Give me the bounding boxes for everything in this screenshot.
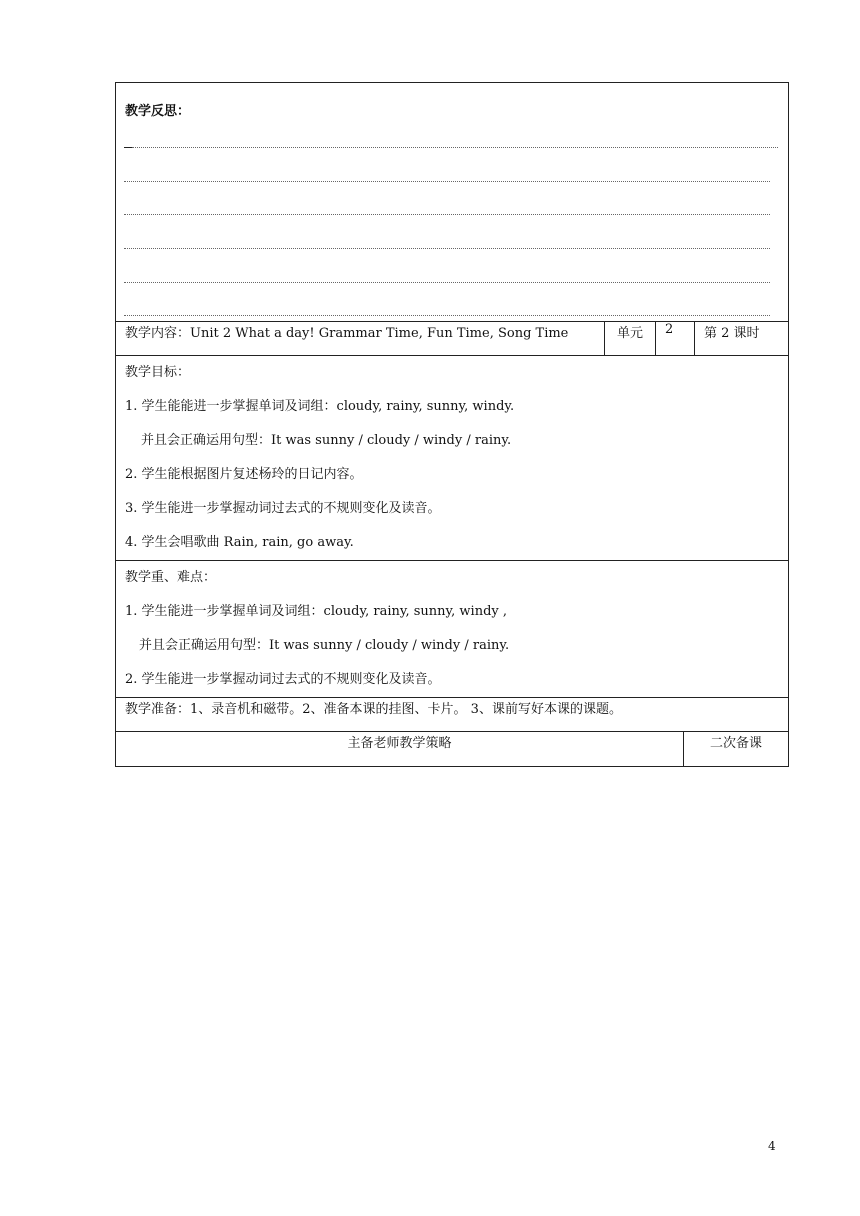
- reflection-title: 教学反思：: [125, 104, 191, 119]
- unit-value: 2: [656, 322, 695, 356]
- reflection-line: [124, 282, 770, 283]
- teaching-content: 教学内容：Unit 2 What a day! Grammar Time, Fun Time, Song Time: [116, 322, 605, 356]
- key-point-item: 1. 学生能进一步掌握单词及词组：cloudy, rainy, sunny, windy ,: [125, 604, 508, 619]
- objective-item: 3. 学生能进一步掌握动词过去式的不规则变化及读音。: [125, 501, 441, 516]
- key-points-title: 教学重、难点：: [125, 570, 217, 585]
- objectives-section: [116, 356, 789, 561]
- page-number: 4: [768, 1139, 776, 1153]
- reflection-line: [124, 315, 770, 316]
- strategy-header: 主备老师教学策略: [116, 732, 684, 767]
- key-points-section: [116, 561, 789, 698]
- objective-item: 1. 学生能能进一步掌握单词及词组：cloudy, rainy, sunny, windy.: [125, 399, 515, 414]
- objective-item: 4. 学生会唱歌曲 Rain, rain, go away.: [125, 535, 354, 550]
- lesson-plan-table: [115, 82, 789, 767]
- second-prep-header: 二次备课: [684, 732, 789, 767]
- key-point-item: 2. 学生能进一步掌握动词过去式的不规则变化及读音。: [125, 672, 441, 687]
- unit-label: 单元: [605, 322, 656, 356]
- preparation-row: 教学准备：1、录音机和磁带。2、准备本课的挂图、卡片。 3、课前写好本课的课题。: [116, 698, 789, 732]
- reflection-line: [132, 147, 778, 148]
- key-point-item: 并且会正确运用句型：It was sunny / cloudy / windy / rainy.: [139, 638, 510, 653]
- objective-item: 2. 学生能根据图片复述杨玲的日记内容。: [125, 467, 363, 482]
- reflection-line: [124, 214, 770, 215]
- reflection-line: [124, 248, 770, 249]
- reflection-line-start: [124, 147, 132, 148]
- reflection-section: [116, 83, 789, 322]
- lesson-period: 第 2 课时: [695, 322, 789, 356]
- reflection-line: [124, 181, 770, 182]
- objective-item: 并且会正确运用句型：It was sunny / cloudy / windy / rainy.: [141, 433, 512, 448]
- objectives-title: 教学目标：: [125, 365, 191, 380]
